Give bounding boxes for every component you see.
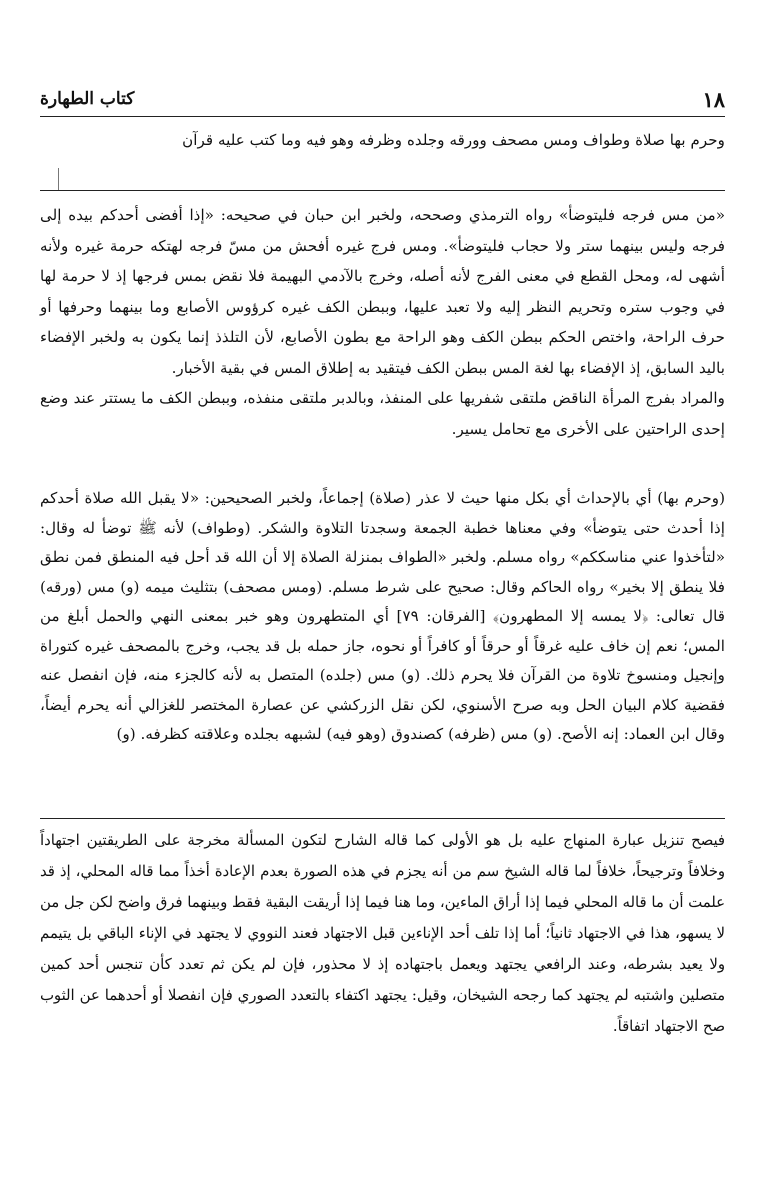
commentary-section xyxy=(40,200,725,444)
footnote-paragraph: فيصح تنزيل عبارة المنهاج عليه بل هو الأولى كما قاله الشارح لتكون المسألة مخرجة على الطريقتين اجتهاداً وخلافاً وترجيحاً، خلافاً لما قاله الشيخ سم من أنه يجزم في هذه الصورة بعدم الإعادة أخذاً مما قاله المحلي، إذ قد علمت أن ما قاله المحلي فيما إذا أراق الماءين، وما هنا فيما إذا أريقت البقية فقط وبينهما فرق واضح لكن جل من لا يسهو، هذا في الاجتهاد ثانياً؛ أما إذا تلف أحد الإناءين قبل الاجتهاد فعند النووي لا يجتهد في الإناء الباقي بل يتيمم ولا يعيد بشرطه، وعند الرافعي يجتهد ويعمل باجتهاده إذ لا محذور، فإن لم يكن ثم تعدد كأن تنجس أحد كمين متصلين واشتبه لم يجتهد كما رجحه الشيخان، وقيل: يجتهد اكتفاء بالتعدد الصوري فإن انفصلا أو أحدهما عن الثوب صح الاجتهاد اتفاقاً. xyxy=(40,832,725,1035)
main-text-paragraph: (وحرم بها) أي بالإحداث أي بكل منها حيث لا عذر (صلاة) إجماعاً، ولخبر الصحيحين: «لا يقبل الله صلاة أحدكم إذا أحدث حتى يتوضأ» وفي معناها خطبة الجمعة وسجدتا التلاوة والشكر. (وطواف) لأنه ﷺ توضأ له وقال: «لتأخذوا عني مناسككم» رواه مسلم. ولخبر «الطواف بمنزلة الصلاة إلا أن الله قد أحل فيه المنطق فمن نطق فلا ينطق إلا بخير» رواه الحاكم وقال: صحيح على شرط مسلم. (ومس مصحف) بتثليث ميمه (و) مس (ورقه) قال تعالى: ﴿لا يمسه إلا المطهرون﴾ [الفرقان: ٧٩] أي المتطهرون وهو خبر بمعنى النهي والحمل أبلغ من المس؛ نعم إن خاف عليه غرقاً أو حرقاً أو كافراً أو نحوه، جاز حمله بل قد يجب، وخرج بالمصحف غيره كتوراة وإنجيل ومنسوخ تلاوة من القرآن فلا يحرم ذلك. (و) مس (جلده) المتصل به لأنه كالجزء منه، فإن انفصل عنه فقضية كلام البيان الحل وبه صرح الأسنوي، لكن نقل الزركشي عن عصارة المختصر للغزالي أنه يحرم أيضاً، وقال ابن العماد: إنه الأصح. (و) مس (ظرفه) كصندوق (وهو فيه) لشبهه بجلده وعلاقته كظرفه. (و) xyxy=(40,489,725,743)
commentary-paragraph-2: والمراد بفرج المرأة الناقض ملتقى شفريها على المنفذ، وبالدبر ملتقى منفذه، وببطن الكف ما يستتر عند وضع إحدى الراحتين على الأخرى مع تحامل يسير. xyxy=(40,389,725,438)
footnote-divider xyxy=(40,818,725,819)
book-title: كتاب الطهارة xyxy=(40,89,135,109)
margin-mark xyxy=(58,168,59,190)
header-rule xyxy=(40,116,725,117)
main-text-section xyxy=(40,484,725,750)
page-number: ١٨ xyxy=(702,86,725,112)
page-header xyxy=(40,84,725,114)
matn-verse xyxy=(40,124,725,156)
verse-divider xyxy=(40,190,725,191)
verse-text: وحرم بها صلاة وطواف ومس مصحف وورقه وجلده وظرفه وهو فيه وما كتب عليه قرآن xyxy=(182,131,725,149)
commentary-paragraph-1: «من مس فرجه فليتوضأ» رواه الترمذي وصححه، ولخبر ابن حبان في صحيحه: «إذا أفضى أحدكم بيده إلى فرجه وليس بينهما ستر ولا حجاب فليتوضأ». ومس فرج غيره أفحش من مسّ فرجه لهتكه حرمة غيره ولأنه أشهى له، ومحل القطع في معنى الفرج لأنه أصله، وخرج بالآدمي البهيمة فلا نقض بمس فرجها إذ لا حرمة لها في وجوب ستره وتحريم النظر إليه ولا تعبد عليها، وببطن الكف غيره كرؤوس الأصابع وما بينهما وحرفها أو حرف الراحة، واختص الحكم ببطن الكف وهو الراحة مع بطون الأصابع، لأن التلذذ إنما يكون به ولخبر الإفضاء باليد السابق، إذ الإفضاء بها لغة المس ببطن الكف فيتقيد به إطلاق المس في بقية الأخبار. xyxy=(40,206,725,377)
footnotes-section xyxy=(40,825,725,1042)
